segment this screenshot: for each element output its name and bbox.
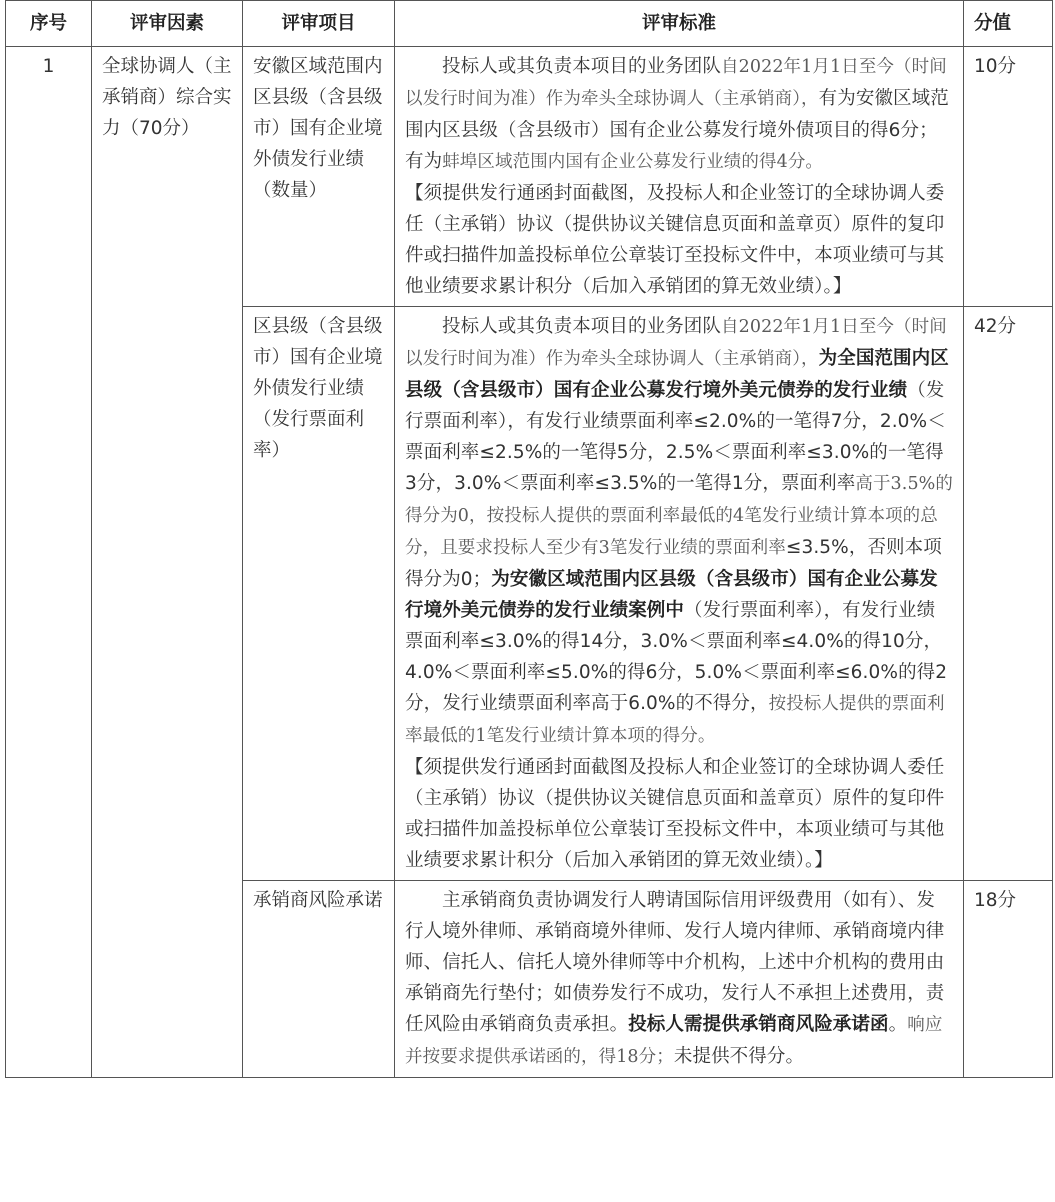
row-factor: 全球协调人（主承销商）综合实力（70分） — [92, 47, 243, 1078]
row-standard — [395, 881, 964, 1078]
header-standard: 评审标准 — [395, 1, 964, 47]
header-factor: 评审因素 — [92, 1, 243, 47]
standard-text-segment: 投标人或其负责本项目的业务团队 — [442, 56, 722, 77]
row-seq: 1 — [6, 47, 92, 1078]
standard-text-segment: （发行票面利率），有发行业绩票面利率≤2.0%的一笔得7分，2.0%＜票面利率≤2.5%的一笔得5分，2.5%＜票面利率≤3.0%的一笔得3分，3.0%＜票面利率≤3.5%的一笔得1分，票面利率 — [405, 380, 946, 494]
row-score: 10分 — [964, 47, 1053, 307]
standard-text-segment: 蚌埠区域范围内国有企业公募发行业绩的得4分。 — [442, 152, 824, 172]
row-score: 18分 — [964, 881, 1053, 1078]
standard-text-segment: 投标人或其负责本项目的业务团队 — [442, 316, 722, 337]
table-row — [6, 47, 1053, 307]
standard-text-segment: 为全国范围内区县级（含县级市）国有企业公募发行境外美元债券的发行业绩 — [405, 348, 949, 401]
standard-text-segment: ≤3.5%，否则本项得分为0； — [405, 537, 942, 590]
standard-paragraph — [405, 752, 953, 876]
standard-text-segment: 主承销商负责协调发行人聘请国际信用评级费用（如有）、发行人境外律师、承销商境外律师、发行人境内律师、承销商境内律师、信托人、信托人境外律师等中介机构，上述中介机构的费用由承销商先行垫付；如债券发行不成功，发行人不承担上述费用，责任风险由承销商负责承担。 — [405, 890, 945, 1035]
standard-text-segment: 【须提供发行通函封面截图及投标人和企业签订的全球协调人委任（主承销）协议（提供协议关键信息页面和盖章页）原件的复印件或扫描件加盖投标单位公章装订至投标文件中，本项业绩可与其他业绩要求累计积分（后加入承销团的算无效业绩）。】 — [405, 757, 945, 871]
standard-text-segment: 自2022年1月1日至今（时间以发行时间为准）作为牵头全球协调人（主承销商）， — [405, 317, 947, 369]
standard-text-segment: 投标人需提供承销商风险承诺函 — [628, 1014, 889, 1035]
header-score: 分值 — [964, 1, 1053, 47]
header-seq: 序号 — [6, 1, 92, 47]
standard-text-segment: 高于3.5%的得分为0，按投标人提供的票面利率最低的4笔发行业绩计算本项的总分，且要求投标人至少有3笔发行业绩的票面利率 — [405, 474, 954, 558]
standard-text-segment: 自2022年1月1日至今（时间以发行时间为准）作为牵头全球协调人（主承销商）， — [405, 57, 947, 109]
standard-text-segment: 响应并按要求提供承诺函的，得18分； — [405, 1015, 943, 1067]
header-row — [6, 1, 1053, 47]
row-item: 安徽区域范围内区县级（含县级市）国有企业境外债发行业绩（数量） — [243, 47, 395, 307]
row-standard — [395, 307, 964, 881]
standard-text-segment: （发行票面利率），有发行业绩票面利率≤3.0%的得14分，3.0%＜票面利率≤4.0%的得10分，4.0%＜票面利率≤5.0%的得6分，5.0%＜票面利率≤6.0%的得2分，发行业绩票面利率高于6.0%的不得分， — [405, 600, 948, 714]
standard-text-segment: 未提供不得分。 — [673, 1046, 805, 1067]
standard-paragraph — [405, 885, 953, 1073]
row-item: 区县级（含县级市）国有企业境外债发行业绩（发行票面利率） — [243, 307, 395, 881]
standard-text-segment: 为安徽区域范围内区县级（含县级市）国有企业公募发行境外美元债券的发行业绩案例中 — [405, 569, 938, 621]
evaluation-table — [5, 0, 1053, 1078]
standard-text-segment: 有为安徽区域范围内区县级（含县级市）国有企业公募发行境外债项目的得6分；有为 — [405, 88, 949, 172]
standard-text-segment: 【须提供发行通函封面截图，及投标人和企业签订的全球协调人委任（主承销）协议（提供协议关键信息页面和盖章页）原件的复印件或扫描件加盖投标单位公章装订至投标文件中，本项业绩可与其他业绩要求累计积分（后加入承销团的算无效业绩）。】 — [405, 183, 945, 297]
row-item: 承销商风险承诺 — [243, 881, 395, 1078]
standard-paragraph — [405, 51, 953, 178]
standard-text-segment: 。 — [888, 1014, 908, 1035]
row-standard — [395, 47, 964, 307]
header-item: 评审项目 — [243, 1, 395, 47]
standard-text-segment: 按投标人提供的票面利率最低的1笔发行业绩计算本项的得分。 — [405, 694, 945, 746]
standard-paragraph — [405, 178, 953, 302]
standard-paragraph — [405, 311, 953, 752]
row-score: 42分 — [964, 307, 1053, 881]
